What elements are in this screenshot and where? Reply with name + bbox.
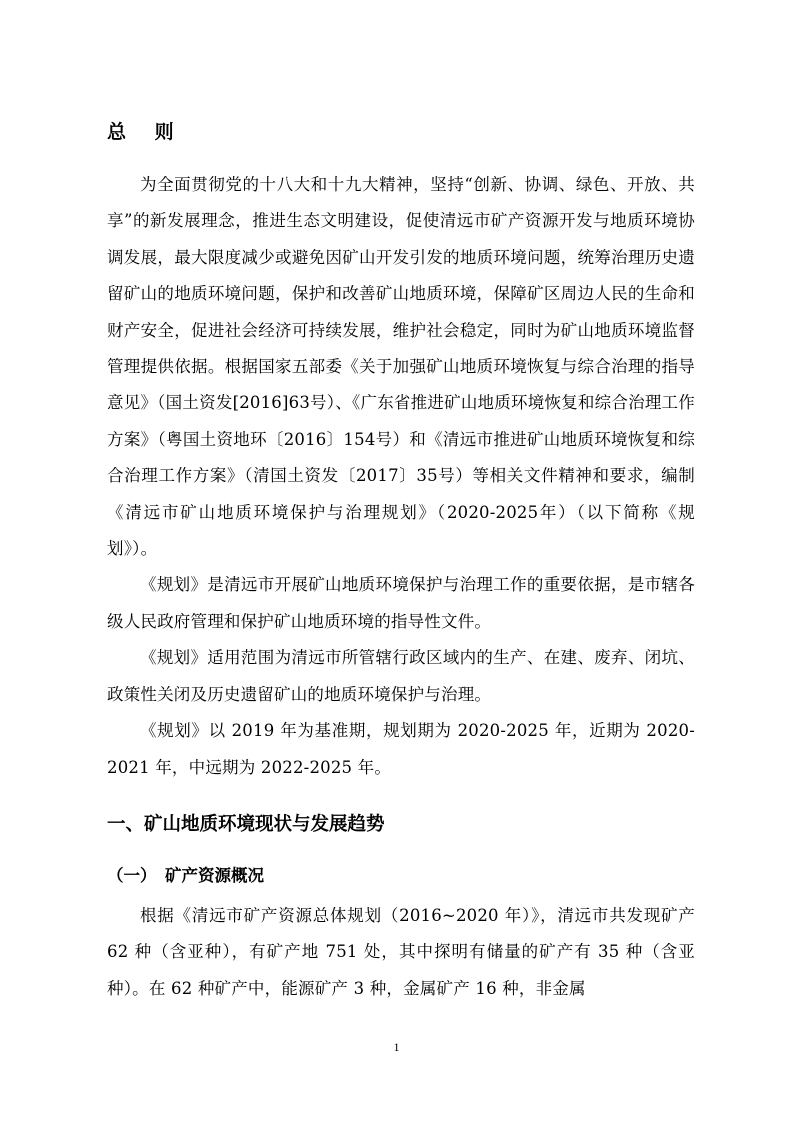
subsection-number: （一）	[107, 865, 157, 885]
subsection-title: 矿产资源概况	[165, 865, 264, 885]
heading-subsection-1	[107, 860, 695, 892]
heading-general-principles: 总 则	[107, 121, 185, 143]
document-body	[107, 115, 695, 1007]
heading-section-1: 一、矿山地质环境现状与发展趋势	[107, 813, 385, 835]
paragraph-scope: 《规划》适用范围为清远市所管辖行政区域内的生产、在建、废弃、闭坑、政策性关闭及历史遗留矿山的地质环境保护与治理。	[107, 648, 695, 704]
paragraph-period: 《规划》以 2019 年为基准期，规划期为 2020-2025 年，近期为 2020-2021 年，中远期为 2022-2025 年。	[107, 721, 695, 777]
paragraph-purpose: 为全面贯彻党的十八大和十九大精神，坚持“创新、协调、绿色、开放、共享”的新发展理念，推进生态文明建设，促使清远市矿产资源开发与地质环境协调发展，最大限度减少或避免因矿山开发引发的地质环境问题，统筹治理历史遗留矿山的地质环境问题，保护和改善矿山地质环境，保障矿区周边人民的生命和财产安全，促进社会经济可持续发展，维护社会稳定，同时为矿山地质环境监督管理提供依据。根据国家五部委《关于加强矿山地质环境恢复与综合治理的指导意见》（国土资发[2016]63号）、《广东省推进矿山地质环境恢复和综合治理工作方案》（粤国土资地环〔2016〕154号）和《清远市推进矿山地质环境恢复和综合治理工作方案》（清国土资发〔2017〕35号）等相关文件精神和要求，编制《清远市矿山地质环境保护与治理规划》（2020-2025年）（以下简称《规划》）。	[107, 175, 695, 559]
paragraph-mineral-overview: 根据《清远市矿产资源总体规划（2016~2020 年）》，清远市共发现矿产 62 种（含亚种），有矿产地 751 处，其中探明有储量的矿产有 35 种（含亚种）。在 62 种矿产中，能源矿产 3 种，金属矿产 16 种，非金属	[107, 905, 695, 998]
paragraph-basis: 《规划》是清远市开展矿山地质环境保护与治理工作的重要依据，是市辖各级人民政府管理和保护矿山地质环境的指导性文件。	[107, 575, 695, 631]
page-number: 1	[393, 1040, 400, 1054]
